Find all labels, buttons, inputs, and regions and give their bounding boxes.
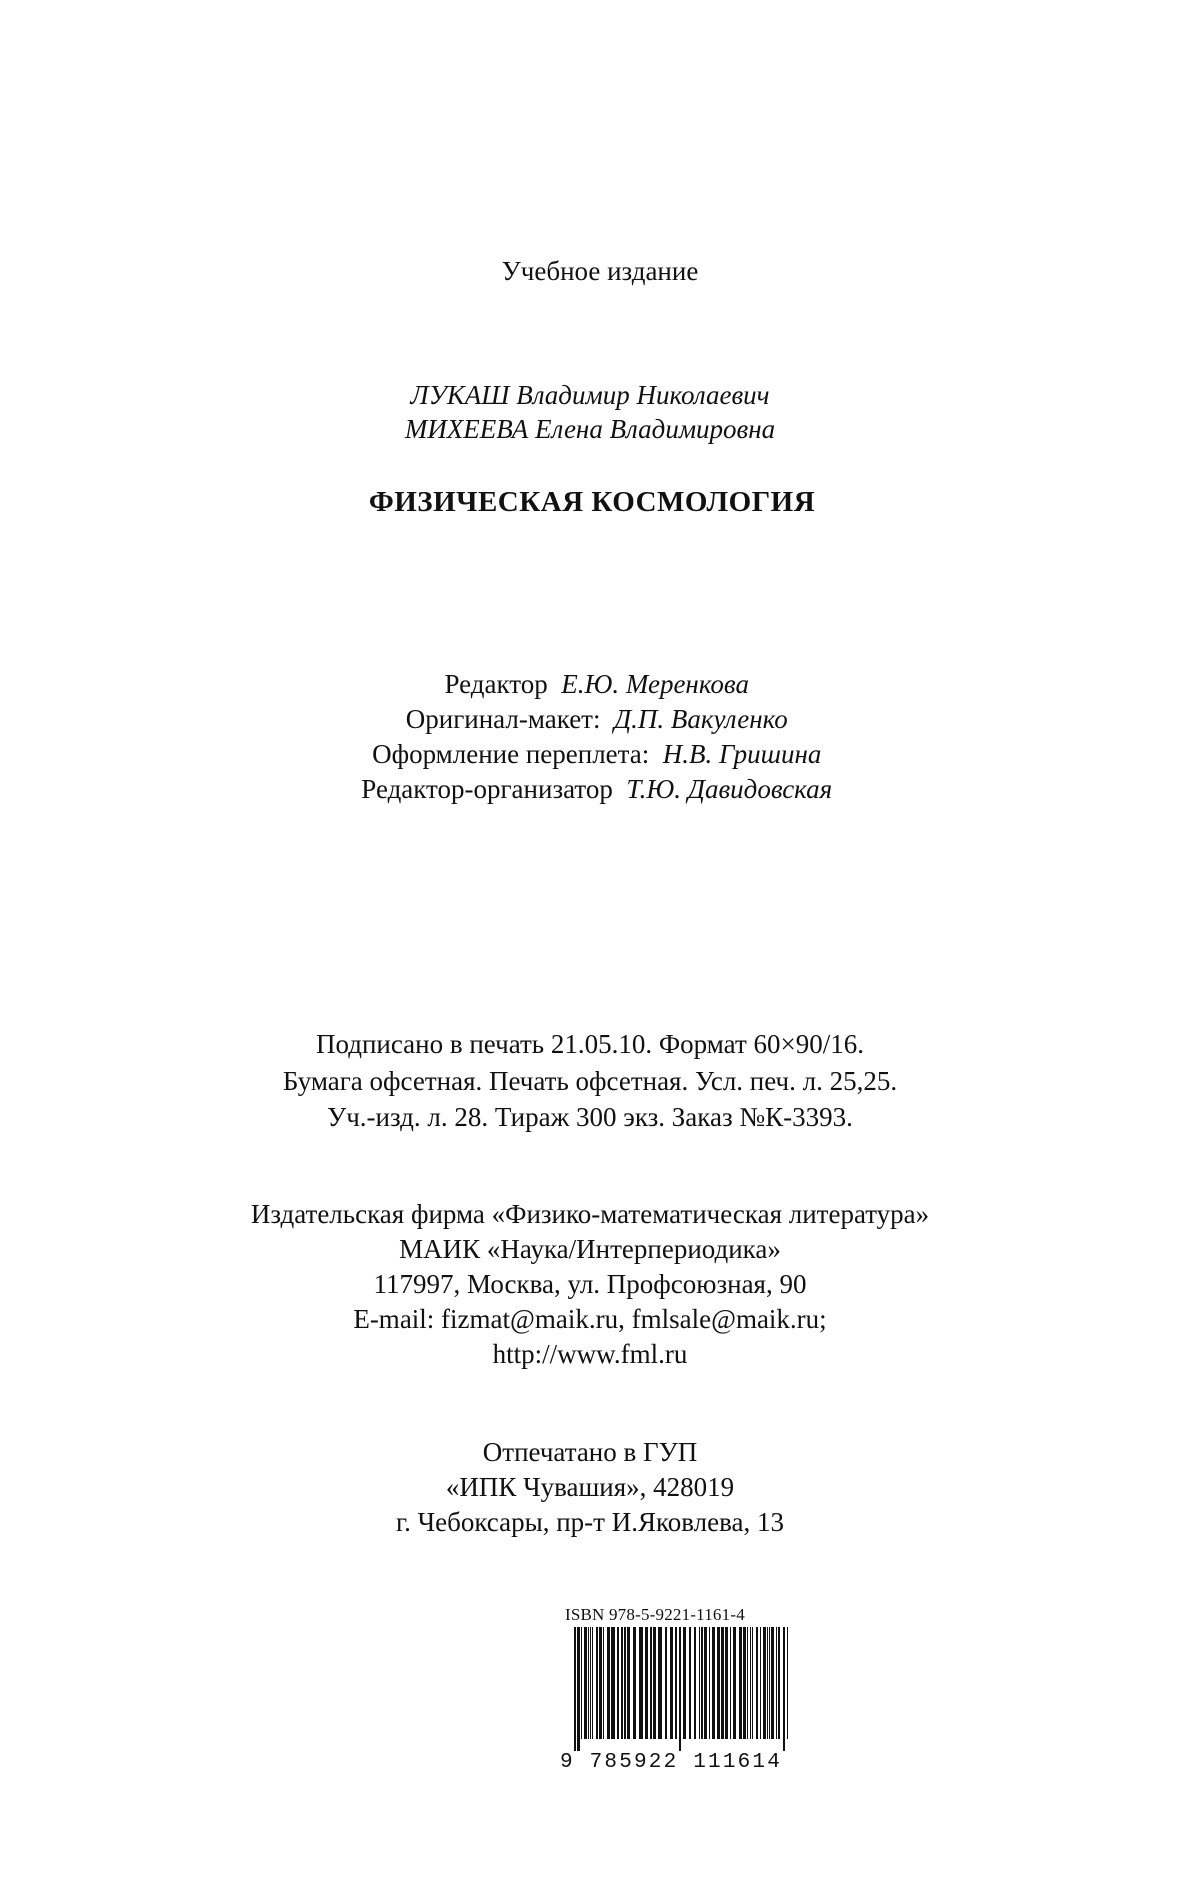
printer-line-2: «ИПК Чувашия», 428019 [445, 1472, 735, 1502]
barcode-bar [577, 1627, 580, 1751]
series-label: Учебное издание [501, 256, 699, 286]
barcode-bar [624, 1627, 626, 1739]
credit-name: Д.П. Вакуленко [614, 704, 788, 734]
credit-organizer [0, 749, 1190, 803]
barcode-bar [783, 1627, 785, 1751]
barcode-bar [730, 1627, 731, 1739]
print-info-line-2: Бумага офсетная. Печать офсетная. Усл. печ. л. 25,25. [282, 1066, 898, 1096]
credit-name: Т.Ю. Давидовская [626, 774, 833, 804]
barcode-bar [733, 1627, 736, 1739]
book-title: ФИЗИЧЕСКАЯ КОСМОЛОГИЯ [368, 486, 816, 518]
barcode-bar [756, 1627, 758, 1739]
barcode-bar [709, 1627, 710, 1739]
print-info-line-3: Уч.-изд. л. 28. Тираж 300 экз. Заказ №К-3393. [327, 1102, 853, 1132]
barcode-bar [592, 1627, 593, 1739]
credit-role: Оформление переплета: [372, 739, 650, 769]
barcode-bar [747, 1627, 748, 1739]
author-1: ЛУКАШ Владимир Николаевич [410, 380, 770, 410]
barcode-bar [712, 1627, 715, 1739]
barcode-bar [639, 1627, 643, 1739]
barcode-bar [658, 1627, 662, 1739]
barcode-bar [717, 1627, 720, 1739]
barcode-bar [767, 1627, 768, 1739]
barcode-bar [778, 1627, 780, 1739]
barcode-bar [689, 1627, 691, 1739]
barcode-digits: 9 785922 111614 [560, 1751, 783, 1774]
barcode-bar [694, 1627, 696, 1739]
barcode-bar [699, 1627, 700, 1739]
barcode-bar [617, 1627, 619, 1739]
barcode-bar [725, 1627, 728, 1739]
barcode-bar [650, 1627, 652, 1739]
credit-name: Н.В. Гришина [662, 739, 822, 769]
barcode-bar [633, 1627, 636, 1739]
barcode-bar [763, 1627, 766, 1739]
barcode-bar [787, 1627, 788, 1739]
barcode-bar [683, 1627, 686, 1739]
author-2: МИХЕЕВА Елена Владимировна [404, 414, 776, 444]
printer-line-3: г. Чебоксары, пр-т И.Яковлева, 13 [396, 1507, 784, 1537]
barcode-bar [581, 1627, 582, 1739]
barcode-bar [645, 1627, 648, 1739]
publisher-address: 117997, Москва, ул. Профсоюзная, 90 [373, 1269, 807, 1299]
barcode-icon [560, 1627, 800, 1751]
credit-role: Редактор-организатор [361, 774, 613, 804]
barcode-bar [590, 1627, 591, 1739]
print-info-line-1: Подписано в печать 21.05.10. Формат 60×90/16. [316, 1029, 864, 1059]
barcode-bar [704, 1627, 707, 1739]
printer-line-1: Отпечатано в ГУП [482, 1437, 698, 1467]
barcode-bar [627, 1627, 630, 1739]
publisher-website: http://www.fml.ru [492, 1339, 688, 1369]
barcode-bar [621, 1627, 623, 1739]
publisher-line-1: Издательская фирма «Физико-математическая литература» [250, 1199, 930, 1229]
barcode-bar [752, 1627, 753, 1739]
barcode-bar [653, 1627, 656, 1739]
barcode-bar [670, 1627, 673, 1739]
isbn-barcode-block [560, 1605, 800, 1775]
barcode-bar [584, 1627, 587, 1739]
barcode-bar [603, 1627, 604, 1739]
isbn-label: ISBN 978-5-9221-1161-4 [565, 1605, 745, 1624]
barcode-bar [599, 1627, 602, 1739]
barcode-bar [675, 1627, 677, 1739]
barcode-bar [574, 1627, 576, 1751]
barcode-bar [776, 1627, 777, 1739]
barcode-bar [607, 1627, 610, 1739]
publisher-email: E-mail: fizmat@maik.ru, fmlsale@maik.ru; [353, 1304, 827, 1334]
barcode-bar [739, 1627, 742, 1739]
barcode-bar [596, 1627, 598, 1739]
credit-role: Оригинал-макет: [405, 704, 601, 734]
publisher-line-2: МАИК «Наука/Интерпериодика» [399, 1234, 781, 1264]
barcode-bar [750, 1627, 751, 1739]
barcode-bar [769, 1627, 770, 1739]
barcode-bar [665, 1627, 667, 1739]
barcode-bar [611, 1627, 615, 1739]
barcode-bar [760, 1627, 761, 1739]
credit-role: Редактор [444, 669, 548, 699]
barcode-bar [721, 1627, 724, 1739]
credit-name: Е.Ю. Меренкова [561, 669, 749, 699]
barcode-bar [679, 1627, 681, 1751]
barcode-bar [701, 1627, 703, 1739]
barcode-bar [743, 1627, 746, 1739]
barcode-bar [771, 1627, 774, 1739]
barcode-bar [588, 1627, 589, 1739]
